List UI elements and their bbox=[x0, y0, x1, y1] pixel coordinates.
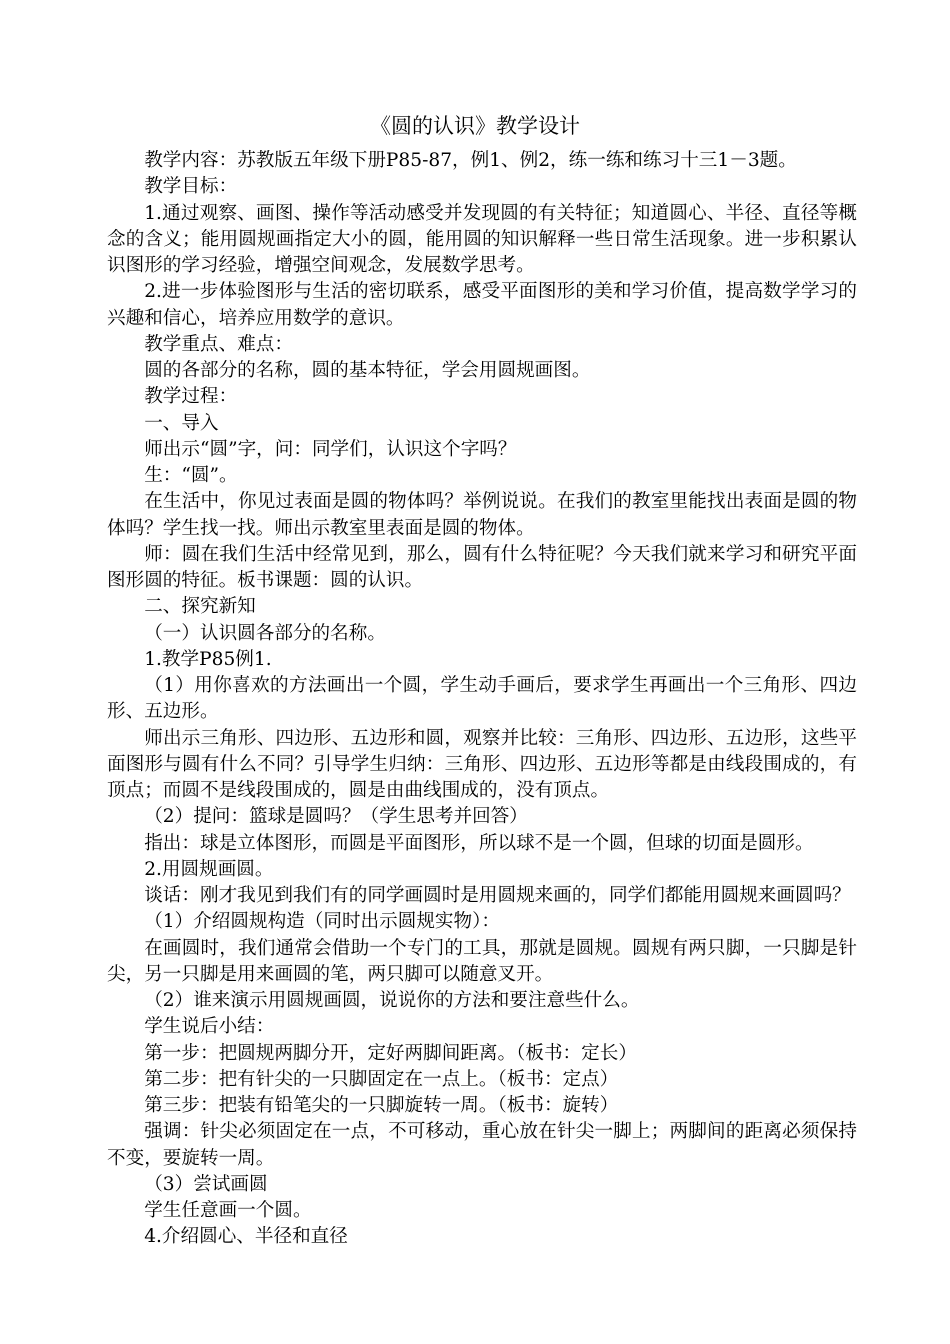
paragraph: （1）介绍圆规构造（同时出示圆规实物）： bbox=[144, 911, 500, 933]
paragraph: 师出示三角形、四边形、五边形和圆，观察并比较：三角形、四边形、五边形，这些平面图形与圆有什么不同？引导学生归纳：三角形、四边形、五边形等都是由线段围成的，有顶点；而圆不是线段围成的，圆是由曲线围成的，没有顶点。 bbox=[107, 727, 857, 801]
paragraph: 生：“圆”。 bbox=[144, 465, 238, 486]
paragraph: （2）谁来演示用圆规画圆，说说你的方法和要注意些什么。 bbox=[144, 990, 640, 1011]
paragraph: 第一步：把圆规两脚分开，定好两脚间距离。（板书：定长） bbox=[144, 1042, 637, 1064]
document-title: 《圆的认识》教学设计 bbox=[370, 114, 580, 138]
paragraph: （2）提问：篮球是圆吗？（学生思考并回答） bbox=[144, 806, 528, 828]
paragraph: 教学重点、难点： bbox=[144, 333, 293, 355]
paragraph: 谈话：刚才我见到我们有的同学画圆时是用圆规来画的，同学们都能用圆规来画圆吗？ bbox=[144, 885, 851, 906]
paragraph: 强调：针尖必须固定在一点，不可移动，重心放在针尖一脚上；两脚间的距离必须保持不变，要旋转一周。 bbox=[107, 1121, 857, 1169]
paragraph: 圆的各部分的名称，圆的基本特征，学会用圆规画图。 bbox=[144, 360, 591, 381]
paragraph-content: 教学内容：苏教版五年级下册P85-87，例1、例2，练一练和练习十三1－3题。 bbox=[144, 150, 797, 171]
paragraph: 在画圆时，我们通常会借助一个专门的工具，那就是圆规。圆规有两只脚，一只脚是针尖，另一只脚是用来画圆的笔，两只脚可以随意叉开。 bbox=[107, 937, 857, 985]
paragraph: 第三步：把装有铅笔尖的一只脚旋转一周。（板书：旋转） bbox=[144, 1095, 619, 1116]
document-body bbox=[107, 148, 857, 1251]
paragraph: 一、导入 bbox=[144, 412, 219, 434]
paragraph: 第二步：把有针尖的一只脚固定在一点上。（板书：定点） bbox=[144, 1068, 619, 1090]
paragraph-goals-heading: 教学目标： bbox=[144, 176, 238, 198]
paragraph: （1）用你喜欢的方法画出一个圆，学生动手画后，要求学生再画出一个三角形、四边形、五边形。 bbox=[107, 675, 857, 723]
paragraph: 学生任意画一个圆。 bbox=[144, 1200, 312, 1221]
paragraph: 师出示“圆”字，问：同学们，认识这个字吗？ bbox=[144, 438, 517, 460]
paragraph: 二、探究新知 bbox=[144, 596, 256, 618]
paragraph: 在生活中，你见过表面是圆的物体吗？举例说说。在我们的教室里能找出表面是圆的物体吗？学生找一找。师出示教室里表面是圆的物体。 bbox=[107, 491, 857, 539]
paragraph: 2.用圆规画圆。 bbox=[144, 858, 274, 880]
paragraph: 4.介绍圆心、半径和直径 bbox=[144, 1226, 348, 1248]
paragraph: 2.进一步体验图形与生活的密切联系，感受平面图形的美和学习价值，提高数学学习的兴趣和信心，培养应用数学的意识。 bbox=[107, 281, 857, 329]
paragraph: 师：圆在我们生活中经常见到，那么，圆有什么特征呢？今天我们就来学习和研究平面图形圆的特征。板书课题：圆的认识。 bbox=[107, 543, 857, 591]
paragraph: 指出：球是立体图形，而圆是平面图形，所以球不是一个圆，但球的切面是圆形。 bbox=[144, 832, 814, 854]
paragraph: 1.教学P85例1. bbox=[144, 648, 272, 670]
paragraph: 教学过程： bbox=[144, 386, 238, 408]
paragraph: （3）尝试画圆 bbox=[144, 1173, 268, 1195]
paragraph: （一）认识圆各部分的名称。 bbox=[144, 622, 386, 644]
paragraph: 1.通过观察、画图、操作等活动感受并发现圆的有关特征；知道圆心、半径、直径等概念的含义；能用圆规画指定大小的圆，能用圆的知识解释一些日常生活现象。进一步积累认识图形的学习经验，增强空间观念，发展数学思考。 bbox=[107, 202, 857, 276]
paragraph: 学生说后小结： bbox=[144, 1016, 275, 1038]
